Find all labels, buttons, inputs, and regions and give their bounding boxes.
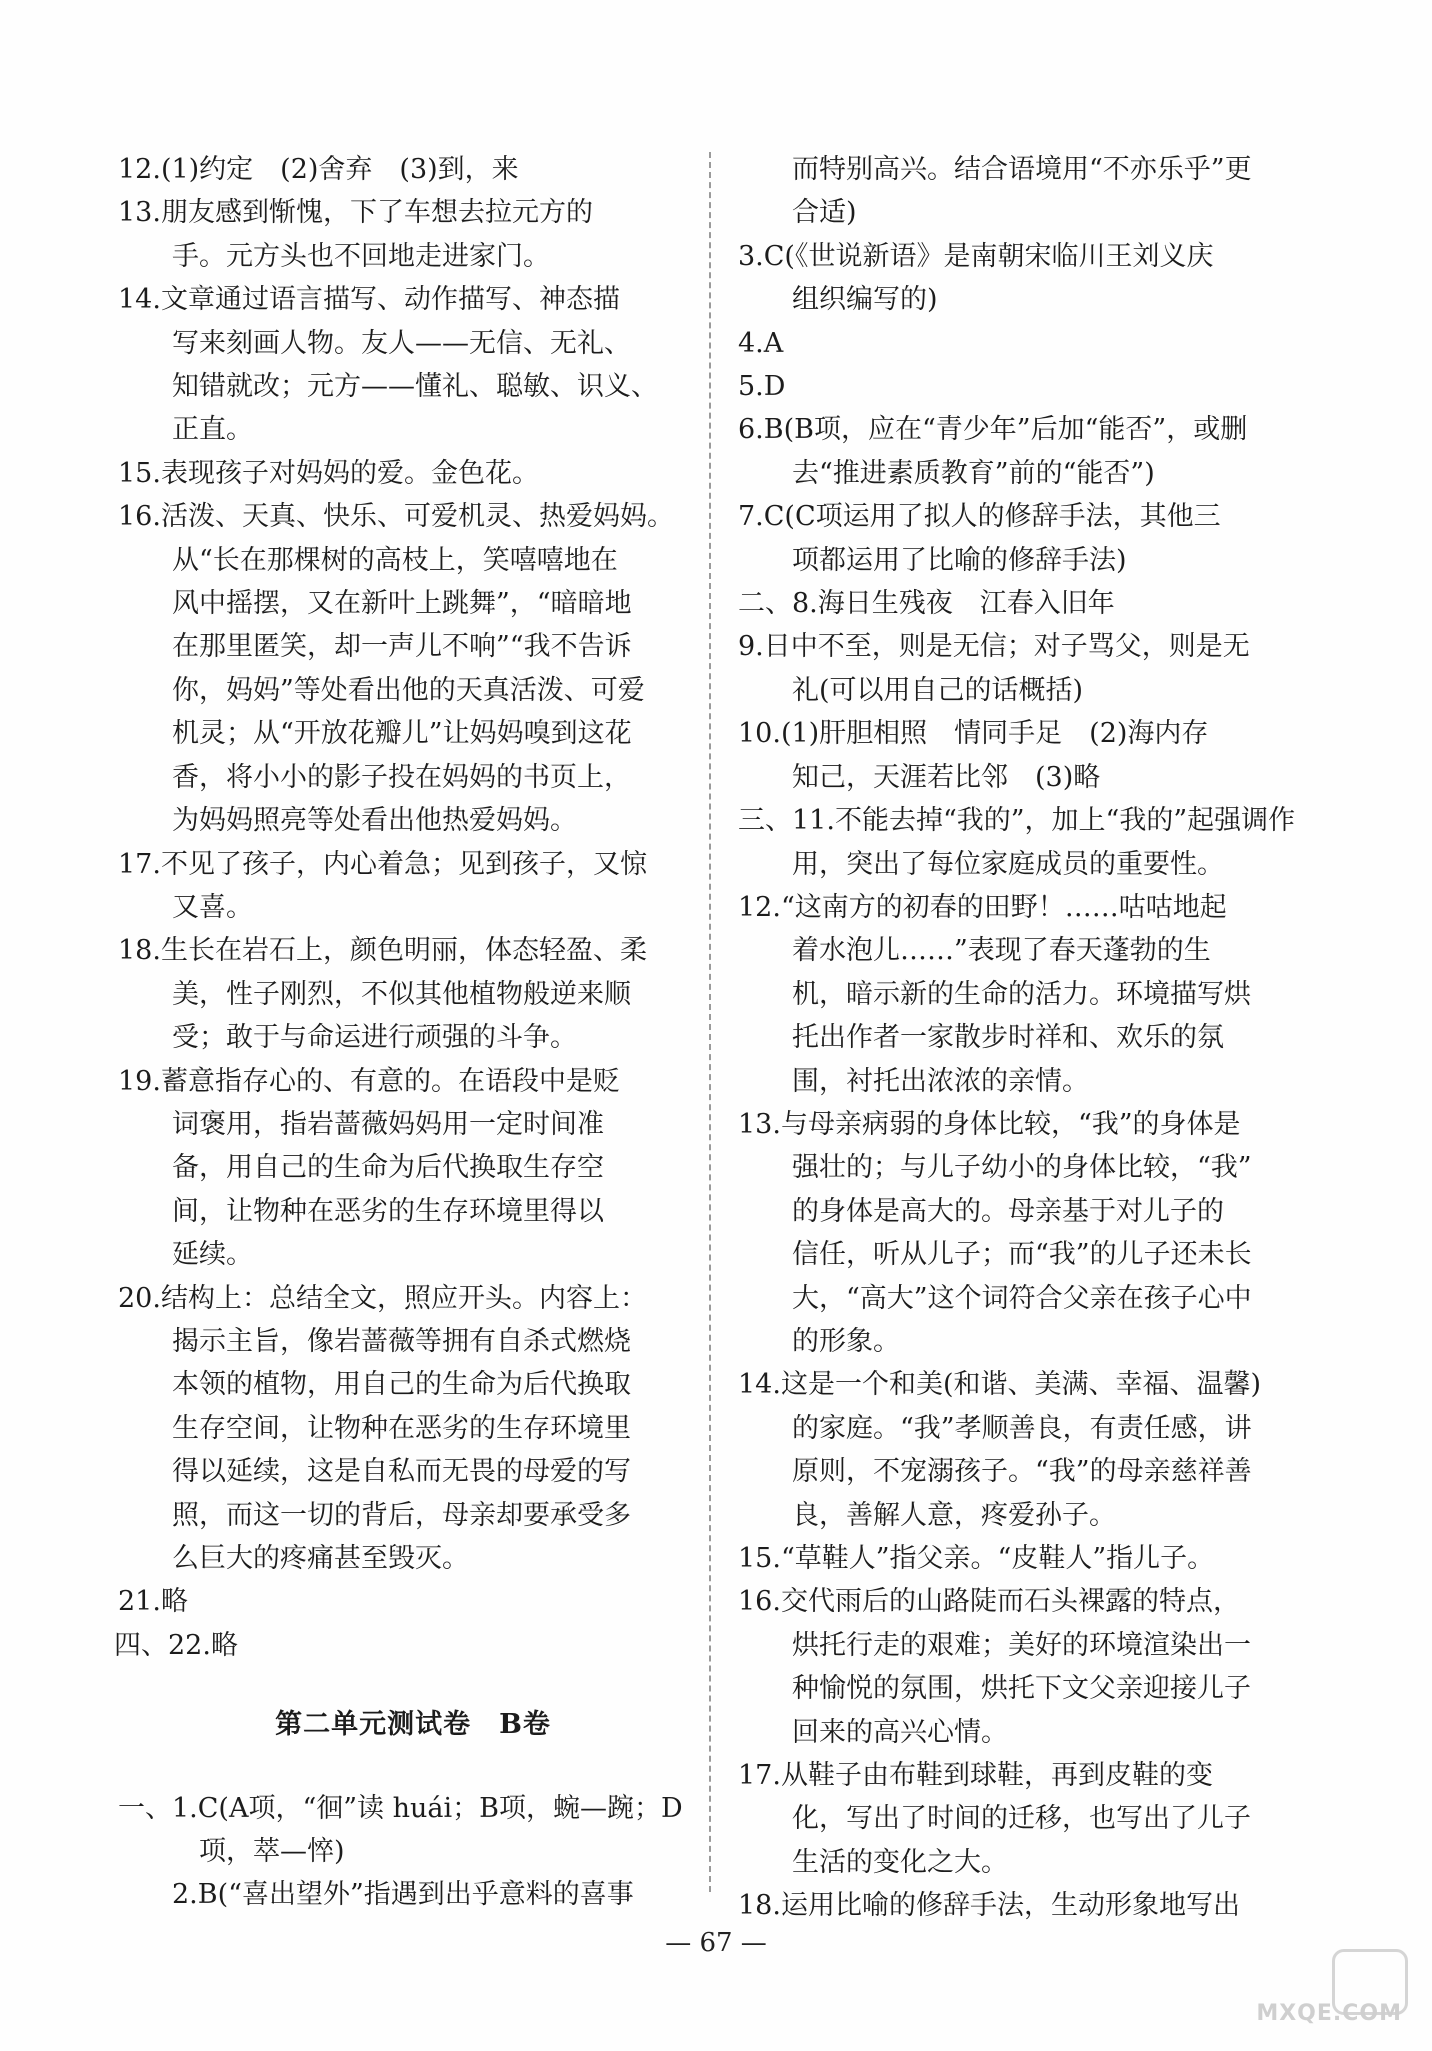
section-four-answer: [114, 1624, 688, 1667]
answer-item: [118, 191, 688, 278]
answer-item: [738, 1580, 1313, 1754]
answer-line: 化，写出了时间的迁移，也写出了儿子: [738, 1803, 1251, 1835]
answer-line: 三、11.不能去掉“我的”，加上“我的”起强调作: [738, 805, 1296, 837]
answer-line: 7.C(C项运用了拟人的修辞手法，其他三: [738, 501, 1221, 533]
answer-item: [118, 148, 688, 191]
answer-line: 21.略: [118, 1586, 188, 1618]
answer-item: [118, 1580, 688, 1623]
answer-line: 组织编写的): [738, 284, 938, 316]
answer-line: 9.日中不至，则是无信；对子骂父，则是无: [738, 631, 1250, 663]
answer-line: 手。元方头也不回地走进家门。: [118, 240, 550, 272]
answer-line: 礼(可以用自己的话概括): [738, 674, 1084, 706]
answer-line: 托出作者一家散步时祥和、欢乐的氛: [738, 1022, 1224, 1054]
answer-line: 15.表现孩子对妈妈的爱。金色花。: [118, 457, 539, 489]
answer-line: 回来的高兴心情。: [738, 1716, 1008, 1748]
answer-line: 美，性子刚烈，不似其他植物般逆来顺: [118, 978, 631, 1010]
answer-line: 得以延续，这是自私而无畏的母爱的写: [118, 1456, 631, 1488]
answer-line: 原则，不宠溺孩子。“我”的母亲慈祥善: [738, 1456, 1252, 1488]
answer-line: 18.生长在岩石上，颜色明丽，体态轻盈、柔: [118, 935, 647, 967]
answer-line: 19.蓄意指存心的、有意的。在语段中是贬: [118, 1065, 620, 1097]
watermark-logo: [1218, 1949, 1408, 2035]
answer-line: 一、1.C(A项，“徊”读 huái；B项，蜿—踠；D: [118, 1792, 683, 1824]
answer-line: 么巨大的疼痛甚至毁灭。: [118, 1543, 469, 1574]
answer-line: 用，突出了每位家庭成员的重要性。: [738, 848, 1224, 880]
answer-line: 20.结构上：总结全文，照应开头。内容上：: [118, 1282, 647, 1314]
answer-item: [738, 495, 1313, 582]
answer-item: [118, 1277, 688, 1581]
left-column: [114, 148, 688, 1917]
answer-line: 16.活泼、天真、快乐、可爱机灵、热爱妈妈。: [118, 501, 674, 533]
page-number: — 67 —: [665, 1928, 767, 1958]
answer-line: 4.A: [738, 327, 784, 359]
answer-line: 你，妈妈”等处看出他的天真活泼、可爱: [118, 674, 645, 706]
answer-line: 18.运用比喻的修辞手法，生动形象地写出: [738, 1890, 1240, 1922]
answer-item: [118, 1787, 688, 1874]
answer-line: 着水泡儿……”表现了春天蓬勃的生: [738, 935, 1211, 967]
answer-item: [738, 365, 1313, 408]
answer-line: 二、8.海日生残夜 江春入旧年: [738, 588, 1115, 620]
answer-item: [738, 408, 1313, 495]
answer-item: [738, 1754, 1313, 1884]
right-answer-list: [738, 148, 1313, 1928]
answer-line: 生活的变化之大。: [738, 1846, 1008, 1878]
answer-line: 10.(1)肝胆相照 情同手足 (2)海内存: [738, 718, 1209, 750]
answer-line: 13.与母亲病弱的身体比较，“我”的身体是: [738, 1108, 1241, 1140]
answer-line: 生存空间，让物种在恶劣的生存环境里: [118, 1412, 631, 1444]
answer-line: 3.C(《世说新语》是南朝宋临川王刘义庆: [738, 240, 1214, 272]
answer-line: 烘托行走的艰难；美好的环境渲染出一: [738, 1629, 1251, 1661]
answer-item: [118, 1060, 688, 1277]
answer-item: [118, 278, 688, 452]
answer-line: 6.B(B项，应在“青少年”后加“能否”，或删: [738, 414, 1248, 446]
answer-line: 香，将小小的影子投在妈妈的书页上，: [118, 761, 631, 793]
answer-line: 正直。: [118, 414, 253, 446]
watermark-text: MXQE.COM: [1256, 2000, 1402, 2026]
answer-item: [738, 712, 1313, 799]
answer-line: 强壮的；与儿子幼小的身体比较，“我”: [738, 1152, 1252, 1184]
answer-item: [118, 452, 688, 495]
answer-item: [738, 582, 1313, 625]
answer-line: 16.交代雨后的山路陡而石头裸露的特点，: [738, 1586, 1240, 1618]
answer-line: 在那里匿笑，却一声儿不响”“我不告诉: [118, 631, 632, 663]
answer-item: [118, 843, 688, 930]
answer-item: [738, 799, 1313, 886]
answer-line: 又喜。: [118, 891, 253, 923]
answer-line: 机，暗示新的生命的活力。环境描写烘: [738, 978, 1251, 1010]
answer-line: 14.这是一个和美(和谐、美满、幸福、温馨): [738, 1369, 1262, 1401]
left-answer-list: [118, 148, 688, 1624]
answer-line: 种愉悦的氛围，烘托下文父亲迎接儿子: [738, 1673, 1251, 1705]
answer-line: 的身体是高大的。母亲基于对儿子的: [738, 1195, 1224, 1227]
answer-item: [738, 322, 1313, 365]
answer-line: 2.B(“喜出望外”指遇到出乎意料的喜事: [118, 1879, 634, 1911]
answer-line: 风中摇摆，又在新叶上跳舞”，“暗暗地: [118, 588, 632, 620]
left-answer-list-after: [118, 1787, 688, 1917]
answer-item: [118, 929, 688, 1059]
section-four-text: 四、22.略: [114, 1629, 238, 1661]
answer-item: [738, 625, 1313, 712]
answer-line: 写来刻画人物。友人——无信、无礼、: [118, 327, 631, 359]
answer-line: 为妈妈照亮等处看出他热爱妈妈。: [118, 805, 577, 837]
answer-line: 项都运用了比喻的修辞手法): [738, 544, 1127, 576]
answer-line: 去“推进素质教育”前的“能否”): [738, 457, 1155, 489]
answer-line: 项，萃—悴): [118, 1836, 345, 1868]
answer-line: 13.朋友感到惭愧，下了车想去拉元方的: [118, 197, 593, 229]
section-title: 第二单元测试卷 B卷: [275, 1709, 551, 1741]
answer-item: [738, 1363, 1313, 1537]
answer-item: [738, 235, 1313, 322]
answer-line: 知错就改；元方——懂礼、聪敏、识义、: [118, 371, 658, 403]
answer-item: [118, 1873, 688, 1916]
answer-line: 17.从鞋子由布鞋到球鞋，再到皮鞋的变: [738, 1760, 1213, 1792]
answer-line: 备，用自己的生命为后代换取生存空: [118, 1152, 604, 1184]
answer-line: 围，衬托出浓浓的亲情。: [738, 1065, 1089, 1097]
answer-line: 的形象。: [738, 1325, 900, 1357]
answer-line: 词褒用，指岩蔷薇妈妈用一定时间准: [118, 1108, 604, 1140]
answer-line: 延续。: [118, 1239, 253, 1271]
answer-line: 从“长在那棵树的高枝上，笑嘻嘻地在: [118, 544, 618, 576]
answer-item: [738, 1103, 1313, 1363]
answer-line: 合适): [738, 197, 857, 229]
answer-line: 而特别高兴。结合语境用“不亦乐乎”更: [738, 154, 1252, 185]
answer-line: 17.不见了孩子，内心着急；见到孩子，又惊: [118, 848, 647, 880]
answer-line: 揭示主旨，像岩蔷薇等拥有自杀式燃烧: [118, 1325, 631, 1357]
answer-item: [118, 495, 688, 842]
answer-line: 间，让物种在恶劣的生存环境里得以: [118, 1195, 604, 1227]
answer-item: [738, 886, 1313, 1103]
answer-line: 知己，天涯若比邻 (3)略: [738, 761, 1101, 793]
answer-line: 的家庭。“我”孝顺善良，有责任感，讲: [738, 1412, 1252, 1444]
answer-line: 本领的植物，用自己的生命为后代换取: [118, 1369, 631, 1401]
answer-item: [738, 1537, 1313, 1580]
answer-line: 信任，听从儿子；而“我”的儿子还未长: [738, 1239, 1252, 1271]
answer-item: [738, 148, 1313, 235]
answer-line: 大，“高大”这个词符合父亲在孩子心中: [738, 1282, 1252, 1314]
answer-line: 机灵；从“开放花瓣儿”让妈妈嗅到这花: [118, 718, 632, 750]
answer-line: 受；敢于与命运进行顽强的斗争。: [118, 1022, 577, 1054]
answer-line: 良，善解人意，疼爱孙子。: [738, 1499, 1116, 1531]
answer-line: 14.文章通过语言描写、动作描写、神态描: [118, 284, 620, 316]
column-divider: [709, 152, 711, 1892]
answer-line: 15.“草鞋人”指父亲。“皮鞋人”指儿子。: [738, 1543, 1215, 1574]
right-column: [738, 148, 1313, 1928]
answer-line: 照，而这一切的背后，母亲却要承受多: [118, 1499, 631, 1531]
answer-line: 5.D: [738, 371, 786, 403]
answer-line: 12.“这南方的初春的田野！……咕咕地起: [738, 891, 1227, 923]
answer-line: 12.(1)约定 (2)舍弃 (3)到，来: [118, 154, 519, 185]
